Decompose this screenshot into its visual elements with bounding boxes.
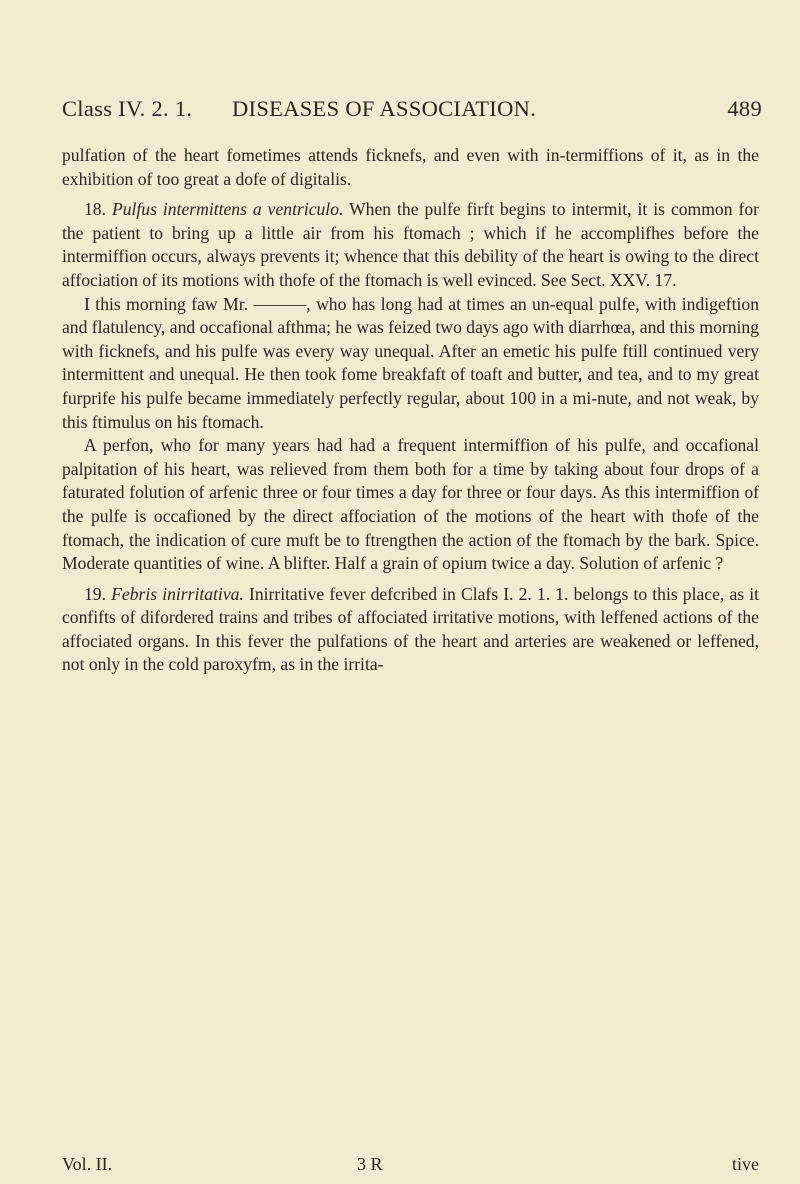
section-number: 19.: [84, 583, 106, 604]
paragraph-section-18: [62, 198, 759, 292]
section-text: Inirritative fever defcribed in Clafs I. 2. 1. 1. belongs to this place, as it confifts of difordered trains and tribes of affociated irritative motions, with leffened actions of the affociated organs. In this fever the pulfations of the heart and arteries are weakened or leffened, not only in the cold paroxyfm, as in the irrita-: [62, 583, 760, 675]
volume-label: Vol. II.: [62, 1154, 113, 1174]
page-body: [62, 144, 759, 677]
page-footer: [62, 1154, 759, 1180]
page-number: 489: [727, 96, 762, 121]
paragraph-section-19: [62, 583, 759, 677]
section-text: When the pulfe firft begins to intermit, it is common for the patient to bring up a little air from his ftomach ; which if he accomplifhes before the intermiffion occurs, always prevents it; whence that this debility of the heart is owing to the direct affociation of its motions with thofe of the ftomach is well evinced. See Sect. XXV. 17.: [62, 199, 760, 290]
catchword: tive: [732, 1154, 759, 1174]
section-title: Febris inirritativa.: [111, 583, 244, 604]
section-number: 18.: [84, 199, 106, 220]
running-header: [62, 96, 762, 130]
signature-mark: 3 R: [357, 1154, 383, 1174]
section-title: Pulfus intermittens a ventriculo.: [111, 199, 344, 220]
chapter-title: DISEASES OF ASSOCIATION.: [232, 96, 537, 121]
paragraph-case-report: I this morning faw Mr. ———, who has long had at times an un-equal pulfe, with indigeftion and flatulency, and occafional afthma; he was feized two days ago with diarrhœa, and this morning with ficknefs, and his pulfe was every way unequal. After an emetic his pulfe ftill continued very intermittent and unequal. He then took fome breakfaft of toaft and butter, and tea, and to my great furprife his pulfe became immediately perfectly regular, about 100 in a mi-nute, and not weak, by this ftimulus on his ftomach.: [62, 293, 759, 432]
paragraph-treatment: A perfon, who for many years had had a frequent intermiffion of his pulfe, and occafional palpitation of his heart, was relieved from them both for a time by taking about four drops of a faturated folution of arfenic three or four times a day for three or four days. As this intermiffion of the pulfe is occafioned by the direct affociation of the motions of the heart with thofe of the ftomach, the indication of cure muft be to ftrengthen the action of the ftomach by the bark. Spice. Moderate quantities of wine. A blifter. Half a grain of opium twice a day. Solution of arfenic ?: [62, 435, 759, 574]
class-label: Class IV. 2. 1.: [62, 96, 193, 121]
paragraph-continuation: pulfation of the heart fometimes attends ficknefs, and even with in-termiffions of it, as in the exhibition of too great a dofe of digitalis.: [62, 145, 759, 189]
